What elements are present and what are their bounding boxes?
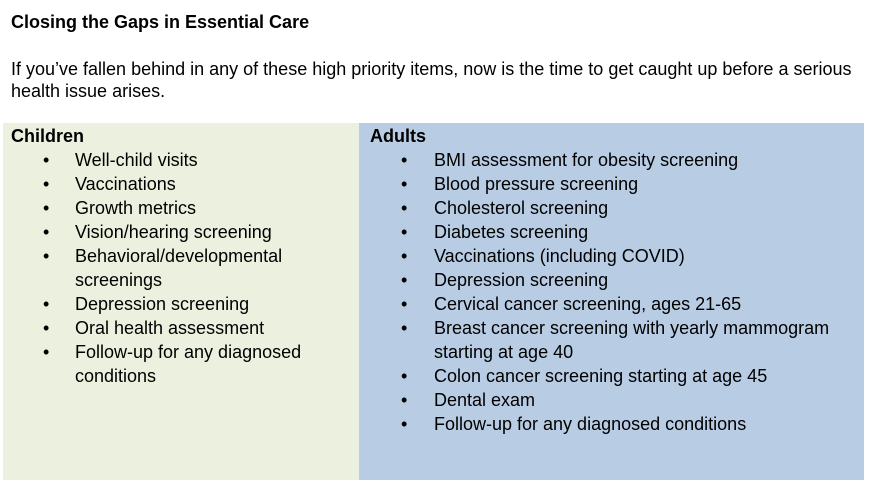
list-item-label: Vaccinations xyxy=(75,174,176,194)
bullet-icon: • xyxy=(401,390,408,410)
bullet-icon: • xyxy=(43,246,50,266)
bullet-icon: • xyxy=(401,246,408,266)
list-item xyxy=(359,364,854,388)
list-item-label: Cervical cancer screening, ages 21-65 xyxy=(434,294,742,314)
list-item xyxy=(3,172,343,196)
list-item-label: Oral health assessment xyxy=(75,318,265,338)
bullet-icon: • xyxy=(43,318,50,338)
list-item-label: Dental exam xyxy=(434,390,536,410)
list-item-label: Cholesterol screening xyxy=(434,198,609,218)
list-item-label: Follow-up for any diagnosed conditions xyxy=(75,342,302,386)
intro-paragraph: If you’ve fallen behind in any of these high priority items, now is the time to get caught up before a serious health issue arises. xyxy=(11,59,852,101)
bullet-icon: • xyxy=(401,318,408,338)
bullet-icon: • xyxy=(401,198,408,218)
list-item xyxy=(359,196,854,220)
adults-heading: Adults xyxy=(370,126,426,146)
list-item-label: Depression screening xyxy=(434,270,609,290)
bullet-icon: • xyxy=(43,222,50,242)
bullet-icon: • xyxy=(401,294,408,314)
list-item xyxy=(359,148,854,172)
list-item-label: Diabetes screening xyxy=(434,222,589,242)
children-list xyxy=(3,148,343,388)
adults-column xyxy=(359,123,864,480)
list-item xyxy=(359,244,854,268)
adults-list xyxy=(359,148,854,436)
list-item-label: Follow-up for any diagnosed conditions xyxy=(434,414,747,434)
bullet-icon: • xyxy=(401,366,408,386)
list-item xyxy=(3,244,343,292)
bullet-icon: • xyxy=(43,342,50,362)
list-item-label: Growth metrics xyxy=(75,198,197,218)
list-item xyxy=(359,292,854,316)
bullet-icon: • xyxy=(401,150,408,170)
bullet-icon: • xyxy=(43,198,50,218)
list-item-label: Vaccinations (including COVID) xyxy=(434,246,685,266)
list-item xyxy=(3,148,343,172)
bullet-icon: • xyxy=(401,222,408,242)
list-item xyxy=(3,196,343,220)
list-item xyxy=(359,268,854,292)
bullet-icon: • xyxy=(401,174,408,194)
bullet-icon: • xyxy=(43,174,50,194)
list-item xyxy=(359,412,854,436)
bullet-icon: • xyxy=(401,414,408,434)
bullet-icon: • xyxy=(43,150,50,170)
page-title: Closing the Gaps in Essential Care xyxy=(11,12,310,32)
children-column xyxy=(3,123,359,480)
list-item-label: Depression screening xyxy=(75,294,250,314)
bullet-icon: • xyxy=(43,294,50,314)
list-item-label: Well-child visits xyxy=(75,150,198,170)
list-item xyxy=(359,172,854,196)
list-item xyxy=(3,316,343,340)
list-item-label: Blood pressure screening xyxy=(434,174,639,194)
list-item-label: Behavioral/developmental screenings xyxy=(75,246,283,290)
list-item-label: Breast cancer screening with yearly mammogram starting at age 40 xyxy=(434,318,830,362)
list-item xyxy=(359,220,854,244)
list-item-label: Vision/hearing screening xyxy=(75,222,272,242)
list-item xyxy=(3,340,343,388)
list-item xyxy=(3,220,343,244)
list-item xyxy=(359,388,854,412)
list-item xyxy=(359,316,854,364)
list-item-label: BMI assessment for obesity screening xyxy=(434,150,739,170)
list-item-label: Colon cancer screening starting at age 45 xyxy=(434,366,768,386)
children-heading: Children xyxy=(11,126,85,146)
bullet-icon: • xyxy=(401,270,408,290)
list-item xyxy=(3,292,343,316)
